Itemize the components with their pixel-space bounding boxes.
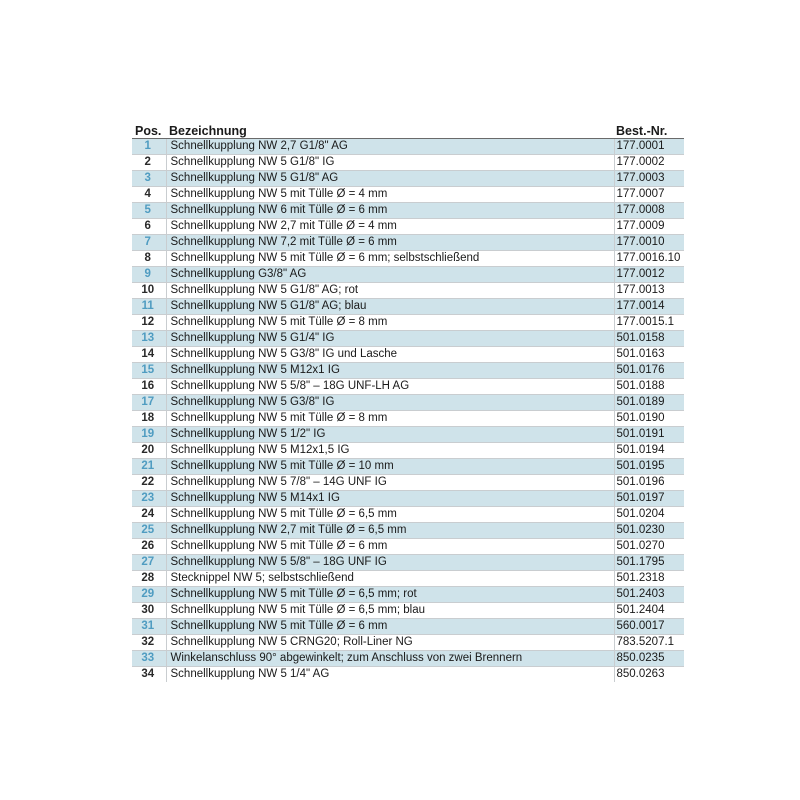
row-order-no: 501.1795 bbox=[614, 555, 684, 571]
table-row bbox=[132, 267, 684, 283]
row-name: Schnellkupplung NW 5 G1/4" IG bbox=[166, 331, 614, 347]
table-row bbox=[132, 235, 684, 251]
row-order-no: 501.2403 bbox=[614, 587, 684, 603]
row-name: Schnellkupplung G3/8" AG bbox=[166, 267, 614, 283]
row-order-no: 783.5207.1 bbox=[614, 635, 684, 651]
row-order-no: 501.0188 bbox=[614, 379, 684, 395]
row-name: Schnellkupplung NW 5 mit Tülle Ø = 6 mm bbox=[166, 539, 614, 555]
row-order-no: 177.0008 bbox=[614, 203, 684, 219]
column-header-pos: Pos. bbox=[132, 123, 166, 139]
table-row bbox=[132, 491, 684, 507]
table-row bbox=[132, 603, 684, 619]
table-row bbox=[132, 571, 684, 587]
row-pos: 15 bbox=[132, 363, 166, 379]
row-pos: 5 bbox=[132, 203, 166, 219]
row-name: Schnellkupplung NW 5 mit Tülle Ø = 6,5 mm bbox=[166, 507, 614, 523]
row-order-no: 177.0003 bbox=[614, 171, 684, 187]
table-row bbox=[132, 651, 684, 667]
row-order-no: 501.2318 bbox=[614, 571, 684, 587]
row-name: Schnellkupplung NW 5 5/8" – 18G UNF-LH AG bbox=[166, 379, 614, 395]
row-name: Schnellkupplung NW 5 mit Tülle Ø = 6 mm bbox=[166, 619, 614, 635]
row-order-no: 177.0001 bbox=[614, 139, 684, 155]
table-row bbox=[132, 171, 684, 187]
table-row bbox=[132, 347, 684, 363]
row-name: Winkelanschluss 90° abgewinkelt; zum Anschluss von zwei Brennern bbox=[166, 651, 614, 667]
row-name: Schnellkupplung NW 2,7 mit Tülle Ø = 6,5 mm bbox=[166, 523, 614, 539]
row-pos: 30 bbox=[132, 603, 166, 619]
row-name: Schnellkupplung NW 7,2 mit Tülle Ø = 6 mm bbox=[166, 235, 614, 251]
table-row bbox=[132, 427, 684, 443]
table-row bbox=[132, 555, 684, 571]
table-row bbox=[132, 411, 684, 427]
row-name: Schnellkupplung NW 5 mit Tülle Ø = 6,5 mm; blau bbox=[166, 603, 614, 619]
row-name: Schnellkupplung NW 5 mit Tülle Ø = 8 mm bbox=[166, 315, 614, 331]
table-row bbox=[132, 539, 684, 555]
row-pos: 12 bbox=[132, 315, 166, 331]
table-row bbox=[132, 203, 684, 219]
row-name: Schnellkupplung NW 2,7 G1/8" AG bbox=[166, 139, 614, 155]
row-order-no: 560.0017 bbox=[614, 619, 684, 635]
row-name: Schnellkupplung NW 5 M14x1 IG bbox=[166, 491, 614, 507]
column-header-order-no: Best.-Nr. bbox=[614, 123, 684, 139]
row-name: Schnellkupplung NW 5 M12x1,5 IG bbox=[166, 443, 614, 459]
row-name: Schnellkupplung NW 5 mit Tülle Ø = 6,5 mm; rot bbox=[166, 587, 614, 603]
row-order-no: 177.0007 bbox=[614, 187, 684, 203]
table-row bbox=[132, 187, 684, 203]
row-name: Schnellkupplung NW 5 mit Tülle Ø = 10 mm bbox=[166, 459, 614, 475]
row-pos: 14 bbox=[132, 347, 166, 363]
row-order-no: 501.0163 bbox=[614, 347, 684, 363]
table-row bbox=[132, 363, 684, 379]
table-row bbox=[132, 299, 684, 315]
row-pos: 3 bbox=[132, 171, 166, 187]
row-pos: 27 bbox=[132, 555, 166, 571]
row-pos: 23 bbox=[132, 491, 166, 507]
row-pos: 28 bbox=[132, 571, 166, 587]
row-order-no: 501.0270 bbox=[614, 539, 684, 555]
table-row bbox=[132, 139, 684, 155]
row-order-no: 177.0012 bbox=[614, 267, 684, 283]
row-order-no: 501.0230 bbox=[614, 523, 684, 539]
table-row bbox=[132, 443, 684, 459]
row-name: Schnellkupplung NW 5 mit Tülle Ø = 6 mm; selbstschließend bbox=[166, 251, 614, 267]
row-pos: 1 bbox=[132, 139, 166, 155]
row-name: Stecknippel NW 5; selbstschließend bbox=[166, 571, 614, 587]
row-order-no: 177.0015.1 bbox=[614, 315, 684, 331]
row-pos: 9 bbox=[132, 267, 166, 283]
row-pos: 32 bbox=[132, 635, 166, 651]
table-row bbox=[132, 219, 684, 235]
table-row bbox=[132, 635, 684, 651]
row-pos: 33 bbox=[132, 651, 166, 667]
row-order-no: 501.0197 bbox=[614, 491, 684, 507]
row-order-no: 177.0016.10 bbox=[614, 251, 684, 267]
row-pos: 13 bbox=[132, 331, 166, 347]
header-row bbox=[132, 123, 684, 139]
row-pos: 21 bbox=[132, 459, 166, 475]
row-pos: 7 bbox=[132, 235, 166, 251]
row-order-no: 501.0176 bbox=[614, 363, 684, 379]
table-row bbox=[132, 587, 684, 603]
row-order-no: 501.0190 bbox=[614, 411, 684, 427]
row-order-no: 501.0191 bbox=[614, 427, 684, 443]
row-order-no: 501.0189 bbox=[614, 395, 684, 411]
row-pos: 16 bbox=[132, 379, 166, 395]
table-row bbox=[132, 507, 684, 523]
row-name: Schnellkupplung NW 5 mit Tülle Ø = 8 mm bbox=[166, 411, 614, 427]
table-header bbox=[132, 123, 684, 139]
table-row bbox=[132, 155, 684, 171]
row-name: Schnellkupplung NW 5 G3/8" IG und Lasche bbox=[166, 347, 614, 363]
row-order-no: 501.0194 bbox=[614, 443, 684, 459]
row-name: Schnellkupplung NW 6 mit Tülle Ø = 6 mm bbox=[166, 203, 614, 219]
row-name: Schnellkupplung NW 5 7/8" – 14G UNF IG bbox=[166, 475, 614, 491]
row-order-no: 501.0158 bbox=[614, 331, 684, 347]
table-row bbox=[132, 379, 684, 395]
row-order-no: 501.0195 bbox=[614, 459, 684, 475]
row-pos: 18 bbox=[132, 411, 166, 427]
table-row bbox=[132, 475, 684, 491]
row-pos: 24 bbox=[132, 507, 166, 523]
table-row bbox=[132, 667, 684, 683]
row-order-no: 501.2404 bbox=[614, 603, 684, 619]
row-pos: 25 bbox=[132, 523, 166, 539]
parts-table bbox=[132, 123, 684, 682]
table-row bbox=[132, 523, 684, 539]
row-pos: 20 bbox=[132, 443, 166, 459]
table-row bbox=[132, 459, 684, 475]
row-pos: 4 bbox=[132, 187, 166, 203]
row-order-no: 177.0010 bbox=[614, 235, 684, 251]
row-name: Schnellkupplung NW 5 M12x1 IG bbox=[166, 363, 614, 379]
row-pos: 10 bbox=[132, 283, 166, 299]
table-row bbox=[132, 619, 684, 635]
row-pos: 8 bbox=[132, 251, 166, 267]
row-name: Schnellkupplung NW 5 mit Tülle Ø = 4 mm bbox=[166, 187, 614, 203]
row-name: Schnellkupplung NW 2,7 mit Tülle Ø = 4 mm bbox=[166, 219, 614, 235]
row-pos: 6 bbox=[132, 219, 166, 235]
row-order-no: 501.0204 bbox=[614, 507, 684, 523]
row-name: Schnellkupplung NW 5 1/2" IG bbox=[166, 427, 614, 443]
row-pos: 34 bbox=[132, 667, 166, 683]
row-order-no: 850.0263 bbox=[614, 667, 684, 683]
row-order-no: 177.0002 bbox=[614, 155, 684, 171]
row-name: Schnellkupplung NW 5 G1/8" AG; blau bbox=[166, 299, 614, 315]
table-row bbox=[132, 331, 684, 347]
row-name: Schnellkupplung NW 5 5/8" – 18G UNF IG bbox=[166, 555, 614, 571]
row-order-no: 501.0196 bbox=[614, 475, 684, 491]
row-pos: 26 bbox=[132, 539, 166, 555]
row-pos: 19 bbox=[132, 427, 166, 443]
table-row bbox=[132, 315, 684, 331]
row-pos: 22 bbox=[132, 475, 166, 491]
row-order-no: 177.0013 bbox=[614, 283, 684, 299]
row-name: Schnellkupplung NW 5 G1/8" AG bbox=[166, 171, 614, 187]
table-body bbox=[132, 139, 684, 683]
row-pos: 17 bbox=[132, 395, 166, 411]
row-pos: 31 bbox=[132, 619, 166, 635]
table-row bbox=[132, 251, 684, 267]
row-name: Schnellkupplung NW 5 G3/8" IG bbox=[166, 395, 614, 411]
row-name: Schnellkupplung NW 5 G1/8" AG; rot bbox=[166, 283, 614, 299]
row-pos: 11 bbox=[132, 299, 166, 315]
row-name: Schnellkupplung NW 5 G1/8" IG bbox=[166, 155, 614, 171]
row-name: Schnellkupplung NW 5 CRNG20; Roll-Liner NG bbox=[166, 635, 614, 651]
table-row bbox=[132, 395, 684, 411]
row-name: Schnellkupplung NW 5 1/4" AG bbox=[166, 667, 614, 683]
row-order-no: 177.0009 bbox=[614, 219, 684, 235]
row-pos: 29 bbox=[132, 587, 166, 603]
row-pos: 2 bbox=[132, 155, 166, 171]
table-row bbox=[132, 283, 684, 299]
row-order-no: 177.0014 bbox=[614, 299, 684, 315]
row-order-no: 850.0235 bbox=[614, 651, 684, 667]
column-header-name: Bezeichnung bbox=[166, 123, 614, 139]
